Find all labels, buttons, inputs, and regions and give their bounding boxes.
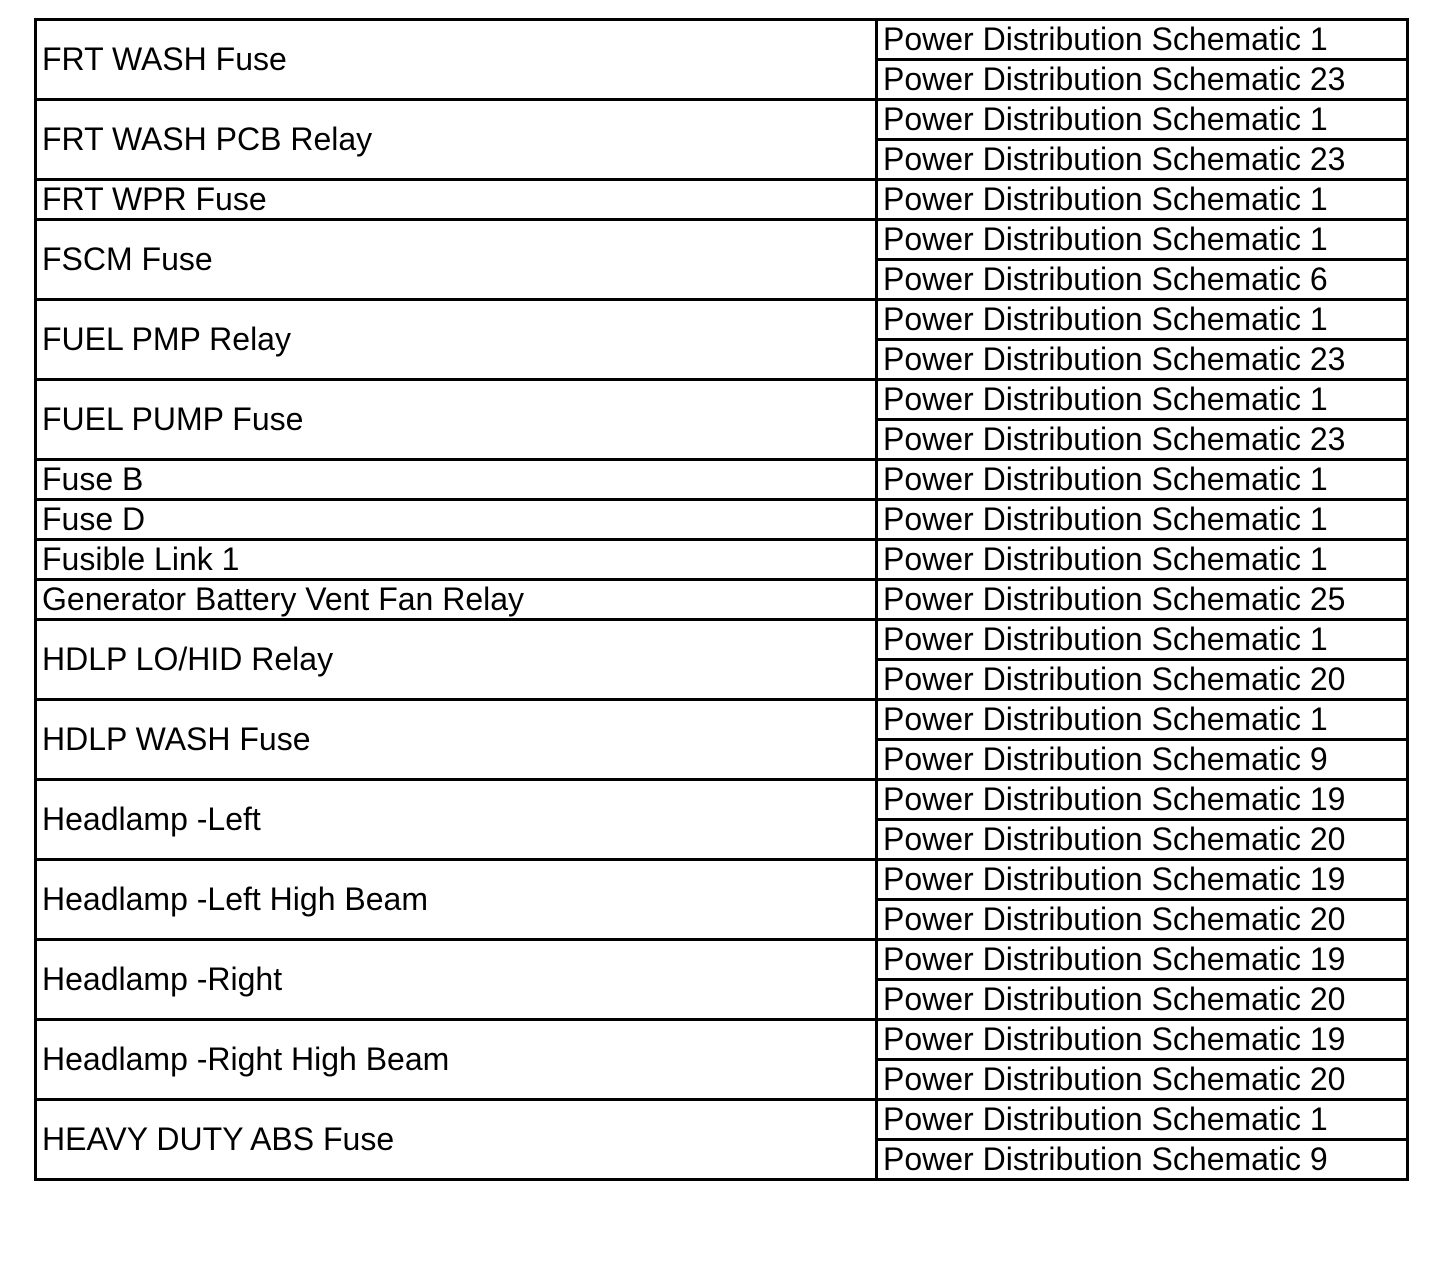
table-row	[36, 700, 1408, 740]
table-row	[36, 780, 1408, 820]
component-name-cell: FRT WASH Fuse	[36, 20, 877, 100]
component-name-cell: HDLP WASH Fuse	[36, 700, 877, 780]
schematic-reference-cell: Power Distribution Schematic 1	[877, 700, 1408, 740]
schematic-reference-cell: Power Distribution Schematic 1	[877, 620, 1408, 660]
schematic-reference-cell: Power Distribution Schematic 19	[877, 860, 1408, 900]
table-row	[36, 220, 1408, 260]
component-name-cell: Fusible Link 1	[36, 540, 877, 580]
component-name-cell: FUEL PMP Relay	[36, 300, 877, 380]
component-name-cell: FRT WPR Fuse	[36, 180, 877, 220]
component-name-cell: HEAVY DUTY ABS Fuse	[36, 1100, 877, 1180]
table-row	[36, 580, 1408, 620]
schematic-reference-cell: Power Distribution Schematic 25	[877, 580, 1408, 620]
component-name-cell: HDLP LO/HID Relay	[36, 620, 877, 700]
schematic-reference-cell: Power Distribution Schematic 1	[877, 220, 1408, 260]
component-name-cell: Fuse D	[36, 500, 877, 540]
table-row	[36, 20, 1408, 60]
component-name-cell: Generator Battery Vent Fan Relay	[36, 580, 877, 620]
schematic-reference-cell: Power Distribution Schematic 1	[877, 460, 1408, 500]
table-row	[36, 380, 1408, 420]
component-name-cell: Headlamp -Right High Beam	[36, 1020, 877, 1100]
component-name-cell: Headlamp -Right	[36, 940, 877, 1020]
component-reference-table	[34, 18, 1409, 1181]
schematic-reference-cell: Power Distribution Schematic 20	[877, 660, 1408, 700]
schematic-reference-cell: Power Distribution Schematic 1	[877, 180, 1408, 220]
table-row	[36, 180, 1408, 220]
schematic-reference-cell: Power Distribution Schematic 20	[877, 1060, 1408, 1100]
schematic-reference-cell: Power Distribution Schematic 9	[877, 740, 1408, 780]
schematic-reference-cell: Power Distribution Schematic 20	[877, 900, 1408, 940]
schematic-reference-cell: Power Distribution Schematic 23	[877, 60, 1408, 100]
schematic-reference-cell: Power Distribution Schematic 19	[877, 780, 1408, 820]
table-row	[36, 620, 1408, 660]
component-name-cell: FSCM Fuse	[36, 220, 877, 300]
table-row	[36, 460, 1408, 500]
component-name-cell: Headlamp -Left	[36, 780, 877, 860]
schematic-reference-cell: Power Distribution Schematic 20	[877, 980, 1408, 1020]
schematic-reference-cell: Power Distribution Schematic 1	[877, 500, 1408, 540]
schematic-reference-cell: Power Distribution Schematic 9	[877, 1140, 1408, 1180]
table-row	[36, 100, 1408, 140]
schematic-reference-cell: Power Distribution Schematic 1	[877, 20, 1408, 60]
schematic-reference-cell: Power Distribution Schematic 19	[877, 940, 1408, 980]
schematic-reference-cell: Power Distribution Schematic 6	[877, 260, 1408, 300]
schematic-reference-cell: Power Distribution Schematic 23	[877, 340, 1408, 380]
schematic-reference-cell: Power Distribution Schematic 23	[877, 140, 1408, 180]
schematic-reference-cell: Power Distribution Schematic 23	[877, 420, 1408, 460]
schematic-reference-cell: Power Distribution Schematic 1	[877, 380, 1408, 420]
schematic-reference-cell: Power Distribution Schematic 20	[877, 820, 1408, 860]
component-name-cell: Fuse B	[36, 460, 877, 500]
table-row	[36, 860, 1408, 900]
table-row	[36, 940, 1408, 980]
schematic-reference-cell: Power Distribution Schematic 19	[877, 1020, 1408, 1060]
schematic-reference-cell: Power Distribution Schematic 1	[877, 540, 1408, 580]
schematic-reference-cell: Power Distribution Schematic 1	[877, 100, 1408, 140]
table-row	[36, 1100, 1408, 1140]
table-row	[36, 1020, 1408, 1060]
component-name-cell: FUEL PUMP Fuse	[36, 380, 877, 460]
component-name-cell: FRT WASH PCB Relay	[36, 100, 877, 180]
component-name-cell: Headlamp -Left High Beam	[36, 860, 877, 940]
schematic-reference-cell: Power Distribution Schematic 1	[877, 1100, 1408, 1140]
schematic-reference-cell: Power Distribution Schematic 1	[877, 300, 1408, 340]
table-row	[36, 300, 1408, 340]
table-body	[36, 20, 1408, 1180]
table-row	[36, 500, 1408, 540]
table-row	[36, 540, 1408, 580]
